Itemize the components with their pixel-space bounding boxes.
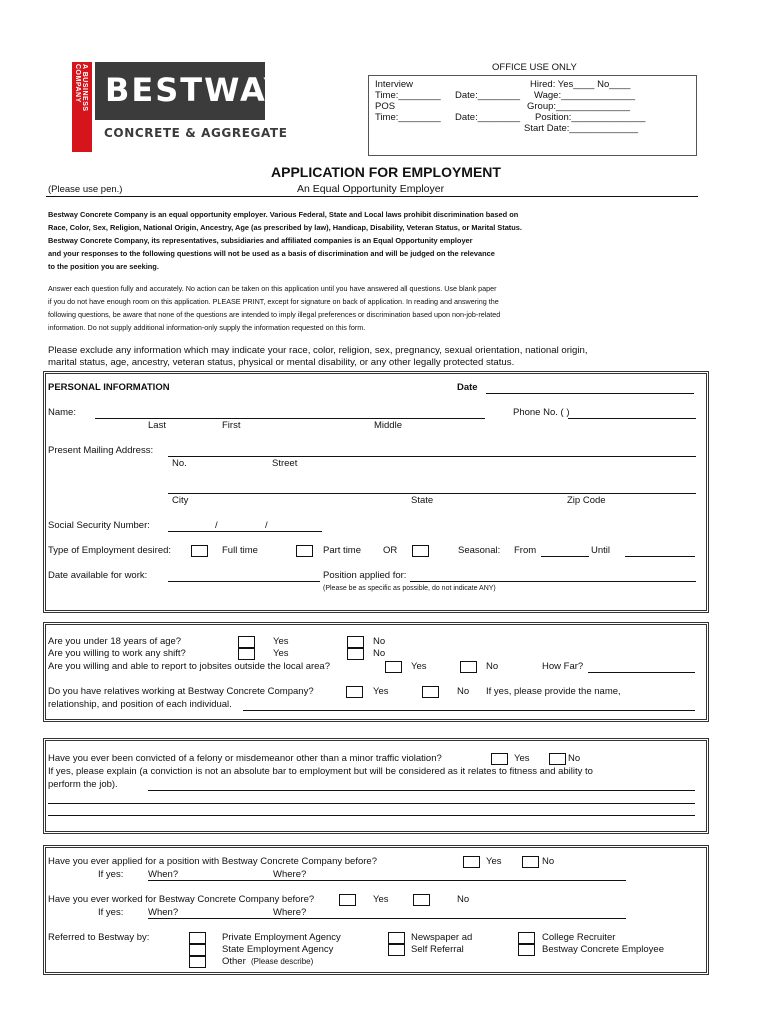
conviction-explain-field[interactable] [48,803,695,804]
seasonal-label: Seasonal: [458,545,501,556]
position-applied-label: Position applied for: [323,570,407,581]
shift-yes-label: Yes [273,648,289,659]
name-field[interactable] [95,418,485,419]
exclude-notice [48,345,588,369]
intro-bold [48,208,522,273]
report-no-checkbox[interactable] [460,661,477,673]
newspaper-label: Newspaper ad [411,932,473,943]
report-jobsites-question: Are you willing and able to report to jobsites outside the local area? [48,661,331,672]
conviction-explain-field[interactable] [148,790,695,791]
intro-bold-line: to the position you are seeking. [48,262,159,271]
office-time2: Time:________ [375,112,441,123]
report-yes-checkbox[interactable] [385,661,402,673]
exclude-line: Please exclude any information which may indicate your race, color, religion, sex, pregnancy, sexual orientation, national origin, [48,345,588,356]
relatives-if-yes: If yes, please provide the name, [486,686,621,697]
applied-where-label: Where? [273,869,307,880]
state-label: State [411,495,434,506]
office-date2: Date:________ [455,112,520,123]
worked-yes-label: Yes [373,894,389,905]
under-18-yes-checkbox[interactable] [238,636,255,648]
logo-subtitle: CONCRETE & AGGREGATE [104,126,288,140]
intro-line: if you do not have enough room on this application. PLEASE PRINT, except for signature on back of application. In reading and answering the [48,297,499,306]
relatives-yes-label: Yes [373,686,389,697]
worked-before-question: Have you ever worked for Bestway Concrete Company before? [48,894,315,905]
name-label: Name: [48,407,76,418]
worked-details-field[interactable] [148,918,626,919]
full-time-label: Full time [222,545,258,556]
conviction-explain: If yes, please explain (a conviction is not an absolute bar to employment but will be considered as it relates to fitness and ability to [48,766,593,777]
worked-if-yes: If yes: [98,907,124,918]
office-position: Position:______________ [535,112,646,123]
employee-referral-label: Bestway Concrete Employee [542,944,664,955]
office-hired: Hired: Yes____ No____ [530,79,631,90]
under-18-no-checkbox[interactable] [347,636,364,648]
other-label: Other [222,956,246,967]
address-street-label: Street [272,458,298,469]
applied-yes-checkbox[interactable] [463,856,480,868]
applied-details-field[interactable] [148,880,626,881]
until-label: Until [591,545,611,556]
under-18-question: Are you under 18 years of age? [48,636,182,647]
last-name-label: Last [148,420,166,431]
worked-yes-checkbox[interactable] [339,894,356,906]
ssn-slash: / [215,520,218,531]
intro-bold-line: Race, Color, Sex, Religion, National Origin, Ancestry, Age (as prescribed by law), Handicap, Disability, Veteran Status, or Marital Status. [48,223,522,232]
intro-line: information. Do not supply additional information-only supply the information requested on this form. [48,323,366,332]
report-yes-label: Yes [411,661,427,672]
applied-before-question: Have you ever applied for a position with Bestway Concrete Company before? [48,856,377,867]
shift-yes-checkbox[interactable] [238,648,255,660]
report-no-label: No [486,661,499,672]
personal-info-heading: PERSONAL INFORMATION [48,382,170,393]
ssn-label: Social Security Number: [48,520,150,531]
date-label: Date [457,382,478,393]
relatives-yes-checkbox[interactable] [346,686,363,698]
conviction-yes-checkbox[interactable] [491,753,508,765]
applied-no-checkbox[interactable] [522,856,539,868]
address-city-field[interactable] [168,493,696,494]
worked-where-label: Where? [273,907,307,918]
zip-label: Zip Code [567,495,606,506]
conviction-explain-cont: perform the job). [48,779,118,790]
use-pen-note: (Please use pen.) [48,184,123,195]
shift-no-checkbox[interactable] [347,648,364,660]
relatives-no-label: No [457,686,470,697]
any-shift-question: Are you willing to work any shift? [48,648,186,659]
state-agency-checkbox[interactable] [189,944,206,956]
intro-bold-line: and your responses to the following questions will not be used as a basis of discrimination and will be judged on the relevance [48,249,495,258]
office-start-date: Start Date:_____________ [524,123,639,134]
page-title: APPLICATION FOR EMPLOYMENT [271,164,501,180]
logo-wordmark: BESTWAY [105,71,289,109]
conviction-no-checkbox[interactable] [549,753,566,765]
eoe-subtitle: An Equal Opportunity Employer [297,183,445,195]
relatives-question: Do you have relatives working at Bestway Concrete Company? [48,686,314,697]
intro-bold-line: Bestway Concrete Company is an equal opportunity employer. Various Federal, State and Local laws prohibit discrimination based on [48,210,519,219]
agency-label: Private Employment Agency [222,932,341,943]
office-pos: POS [375,101,396,112]
self-referral-label: Self Referral [411,944,464,955]
referred-by-label: Referred to Bestway by: [48,932,150,943]
college-recruiter-checkbox[interactable] [518,932,535,944]
office-wage: Wage:______________ [534,90,636,101]
position-applied-field[interactable] [410,581,696,582]
under-18-no-label: No [373,636,386,647]
applied-if-yes: If yes: [98,869,124,880]
relatives-no-checkbox[interactable] [422,686,439,698]
how-far-field[interactable] [588,672,695,673]
conviction-explain-field[interactable] [48,815,695,816]
relatives-field[interactable] [243,710,695,711]
self-referral-checkbox[interactable] [388,944,405,956]
address-no-label: No. [172,458,187,469]
logo-box [95,62,289,120]
city-label: City [172,495,189,506]
header-rule [46,196,698,197]
seasonal-until-field[interactable] [625,556,695,557]
office-date1: Date:________ [455,90,520,101]
under-18-yes-label: Yes [273,636,289,647]
worked-when-label: When? [148,907,179,918]
office-time1: Time:________ [375,90,441,101]
intro-line: Answer each question fully and accurately. No action can be taken on this application until you have answered all questions. Use blank paper [48,284,497,293]
seasonal-from-field[interactable] [541,556,589,557]
worked-no-label: No [457,894,470,905]
or-label: OR [383,545,398,556]
logo-stripe-text: A BUSINESS COMPANY [74,64,88,112]
employment-type-label: Type of Employment desired: [48,545,172,556]
conviction-question: Have you ever been convicted of a felony or misdemeanor other than a minor traffic violation? [48,753,442,764]
ssn-slash: / [265,520,268,531]
office-group: Group:______________ [527,101,631,112]
employee-referral-checkbox[interactable] [518,944,535,956]
intro-line: following questions, be aware that none of the questions are intended to imply illegal preferences or discrimination based upon non-job-related [48,310,501,319]
middle-name-label: Middle [374,420,402,431]
shift-no-label: No [373,648,386,659]
ssn-field[interactable] [168,531,322,532]
logo-stripe [72,62,92,152]
relatives-question-cont: relationship, and position of each individual. [48,699,232,710]
worked-no-checkbox[interactable] [413,894,430,906]
other-note: (Please describe) [251,957,314,966]
office-use-title: OFFICE USE ONLY [492,62,577,73]
applied-yes-label: Yes [486,856,502,867]
address-street-field[interactable] [168,456,696,457]
date-available-label: Date available for work: [48,570,148,581]
position-note: (Please be as specific as possible, do not indicate ANY) [323,585,496,592]
college-recruiter-label: College Recruiter [542,932,616,943]
from-label: From [514,545,537,556]
full-time-checkbox[interactable] [191,545,208,557]
office-interview: Interview [375,79,414,90]
phone-field[interactable] [568,418,696,419]
state-agency-label: State Employment Agency [222,944,334,955]
phone-label: Phone No. ( ) [513,407,570,418]
how-far-label: How Far? [542,661,584,672]
part-time-label: Part time [323,545,362,556]
conviction-yes-label: Yes [514,753,530,764]
conviction-no-label: No [568,753,581,764]
agency-checkbox[interactable] [189,932,206,944]
intro-instructions [48,282,500,334]
other-checkbox[interactable] [189,956,206,968]
applied-when-label: When? [148,869,179,880]
date-field[interactable] [486,393,694,394]
exclude-line: marital status, age, ancestry, veteran status, physical or mental disability, or any other legally protected status. [48,357,515,368]
applied-no-label: No [542,856,555,867]
seasonal-checkbox[interactable] [412,545,429,557]
first-name-label: First [222,420,241,431]
date-available-field[interactable] [168,581,320,582]
newspaper-checkbox[interactable] [388,932,405,944]
intro-bold-line: Bestway Concrete Company, its representatives, subsidiaries and affiliated companies is an Equal Opportunity employer [48,236,473,245]
part-time-checkbox[interactable] [296,545,313,557]
mailing-address-label: Present Mailing Address: [48,445,154,456]
